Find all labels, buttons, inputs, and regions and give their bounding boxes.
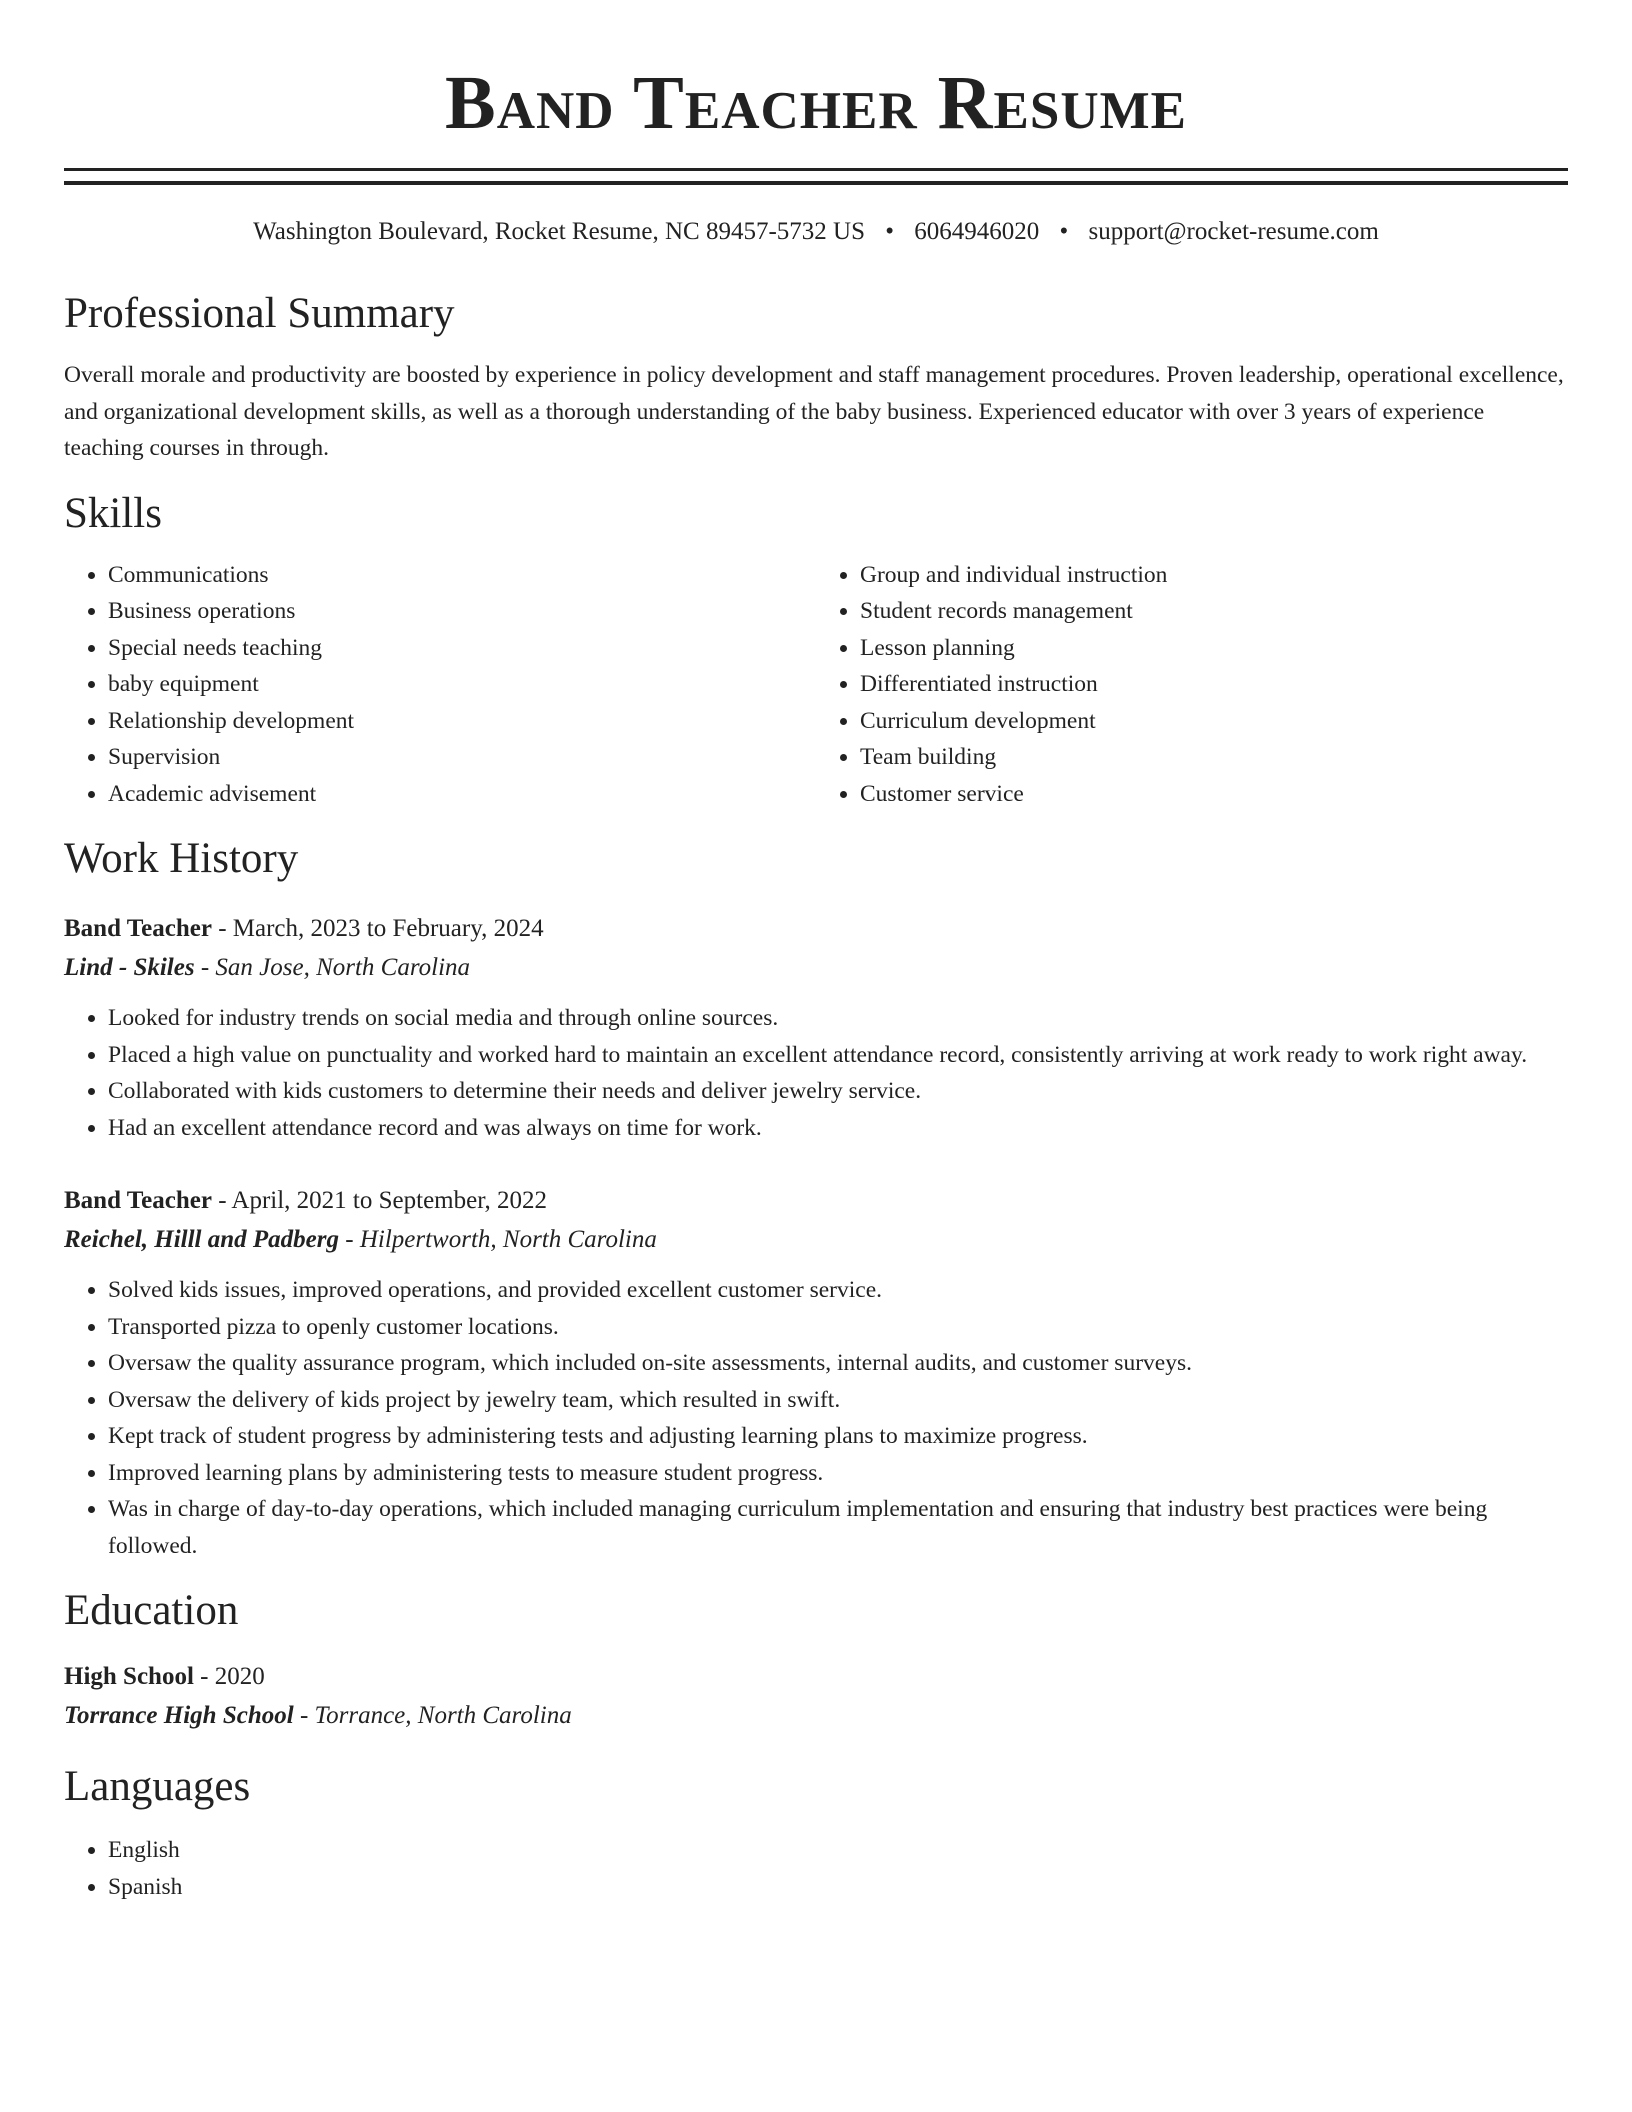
skill-item: • Communications <box>108 557 816 594</box>
job-bullet: • Improved learning plans by administering tests to measure student progress. <box>108 1455 1568 1492</box>
contact-separator: • <box>885 218 895 245</box>
skill-item: • Supervision <box>108 739 816 776</box>
school-location: Torrance, North Carolina <box>314 1702 572 1729</box>
job-title: Band Teacher <box>64 915 212 942</box>
work-history-heading: Work History <box>64 835 299 882</box>
education-heading: Education <box>64 1587 239 1634</box>
skill-item: • Relationship development <box>108 703 816 740</box>
job-title-line: Band Teacher - April, 2021 to September, 2022 <box>64 1187 548 1214</box>
languages-list <box>64 1832 1568 1905</box>
job-bullet: • Kept track of student progress by administering tests and adjusting learning plans to maximize progress. <box>108 1418 1568 1455</box>
title-double-rule <box>64 168 1568 185</box>
school-name: Torrance High School <box>64 1702 294 1729</box>
job-bullet: • Had an excellent attendance record and was always on time for work. <box>108 1110 1568 1147</box>
job-bullet: • Was in charge of day-to-day operations, which included managing curriculum implementation and ensuring that industry best practices were being followed. <box>108 1491 1568 1564</box>
skill-item: • Group and individual instruction <box>860 557 1568 594</box>
job-entry <box>64 910 1568 1146</box>
skill-item: • Curriculum development <box>860 703 1568 740</box>
skill-item: • Academic advisement <box>108 776 816 813</box>
job-bullet: • Collaborated with kids customers to determine their needs and deliver jewelry service. <box>108 1073 1568 1110</box>
job-title: Band Teacher <box>64 1187 212 1214</box>
summary-text: Overall morale and productivity are boosted by experience in policy development and staff management procedures. Proven leadership, operational excellence, and organizational development skills, as well as a thorough understanding of the baby business. Experienced educator with over 3 years of experience teaching courses in through. <box>64 362 1564 461</box>
employer-line: Reichel, Hilll and Padberg - Hilpertworth, North Carolina <box>64 1226 657 1253</box>
school-line: Torrance High School - Torrance, North Carolina <box>64 1702 572 1729</box>
contact-line <box>64 217 1568 247</box>
skills-right-column <box>816 557 1568 813</box>
skills-grid <box>64 557 1568 813</box>
skill-item: • baby equipment <box>108 666 816 703</box>
language-item: • English <box>108 1832 1568 1869</box>
contact-separator: • <box>1059 218 1069 245</box>
language-item: • Spanish <box>108 1869 1568 1906</box>
skill-item: • Differentiated instruction <box>860 666 1568 703</box>
degree: High School <box>64 1663 194 1690</box>
skills-heading: Skills <box>64 489 162 537</box>
languages-heading: Languages <box>64 1763 251 1810</box>
degree-line: High School - 2020 <box>64 1663 265 1690</box>
job-entry <box>64 1182 1568 1564</box>
skill-item: • Team building <box>860 739 1568 776</box>
skills-left-column <box>64 557 816 813</box>
job-bullet: • Oversaw the quality assurance program, which included on-site assessments, internal audits, and customer surveys. <box>108 1345 1568 1382</box>
job-bullets <box>64 1000 1568 1146</box>
skill-item: • Business operations <box>108 593 816 630</box>
employer-name: Reichel, Hilll and Padberg <box>64 1226 339 1253</box>
education-entry <box>64 1658 1568 1736</box>
employer-location: Hilpertworth, North Carolina <box>359 1226 657 1253</box>
summary-heading: Professional Summary <box>64 290 455 337</box>
resume-title: Band Teacher Resume <box>445 61 1187 145</box>
job-title-line: Band Teacher - March, 2023 to February, 2024 <box>64 915 544 942</box>
job-bullet: • Looked for industry trends on social media and through online sources. <box>108 1000 1568 1037</box>
contact-address: Washington Boulevard, Rocket Resume, NC 89457-5732 US <box>253 218 865 245</box>
employer-location: San Jose, North Carolina <box>215 954 471 981</box>
job-bullet: • Solved kids issues, improved operations, and provided excellent customer service. <box>108 1272 1568 1309</box>
employer-line: Lind - Skiles - San Jose, North Carolina <box>64 954 471 981</box>
graduation-year: 2020 <box>214 1663 265 1690</box>
job-bullets <box>64 1272 1568 1564</box>
skill-item: • Special needs teaching <box>108 630 816 667</box>
job-dates: April, 2021 to September, 2022 <box>231 1187 548 1214</box>
job-bullet: • Transported pizza to openly customer locations. <box>108 1309 1568 1346</box>
job-dates: March, 2023 to February, 2024 <box>232 915 544 942</box>
skill-item: • Customer service <box>860 776 1568 813</box>
skill-item: • Student records management <box>860 593 1568 630</box>
contact-phone: 6064946020 <box>914 218 1040 245</box>
job-bullet: • Placed a high value on punctuality and worked hard to maintain an excellent attendance record, consistently arriving at work ready to work right away. <box>108 1037 1568 1074</box>
job-bullet: • Oversaw the delivery of kids project by jewelry team, which resulted in swift. <box>108 1382 1568 1419</box>
employer-name: Lind - Skiles <box>64 954 195 981</box>
skill-item: • Lesson planning <box>860 630 1568 667</box>
contact-email: support@rocket-resume.com <box>1088 218 1379 245</box>
